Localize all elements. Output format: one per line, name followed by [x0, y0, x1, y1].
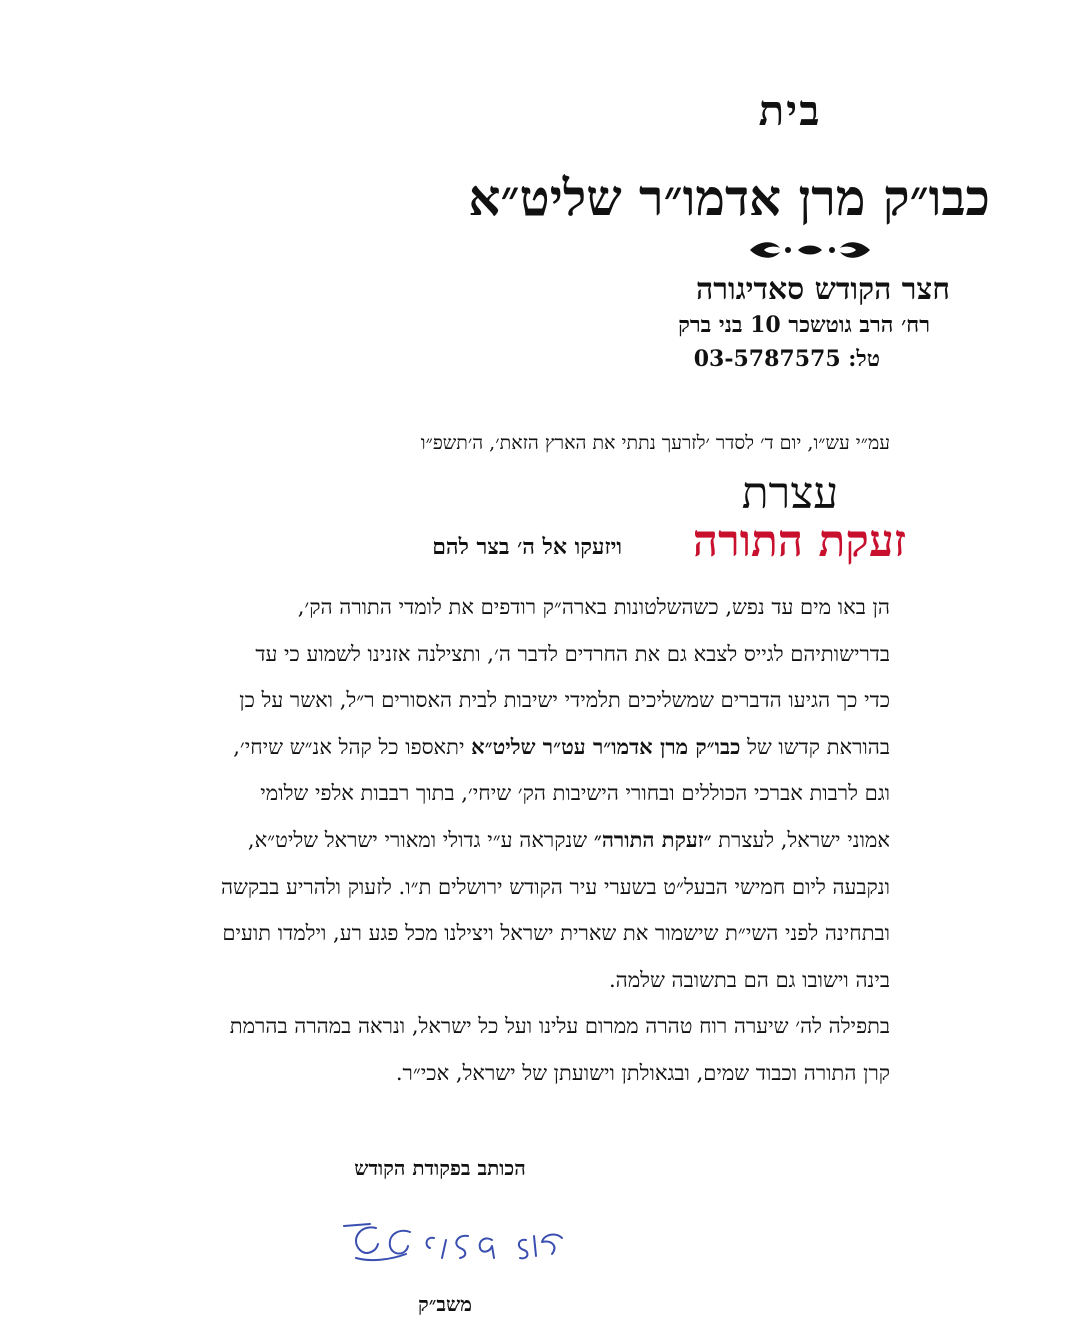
letterhead-beit: בית	[758, 86, 822, 135]
body-line: קרן התורה וכבוד שמים, ובגאולתן וישועתן של ישראל, אכי״ר.	[395, 1060, 890, 1085]
body-line: ונקבעה ליום חמישי הבעל״ט בשערי עיר הקודש ירושלים ת״ו. לזעוק ולהריע בבקשה	[220, 874, 890, 899]
body-line: הן באו מים עד נפש, כשהשלטונות בארה״ק רודפים את לומדי התורה הק׳,	[297, 595, 890, 619]
body-text: אמוני ישראל, לעצרת	[711, 827, 890, 852]
body-line: בינה וישובו גם הם בתשובה שלמה.	[608, 967, 890, 992]
body-text: בהוראת קדשו של	[740, 734, 890, 759]
body-line: בתפילה לה׳ שיערה רוח טהרה ממרום עלינו ועל כל ישראל, ונראה במהרה בהרמת	[229, 1014, 890, 1039]
body-bold-title: כבו״ק מרן אדמו״ר עט״ר שליט״א	[471, 733, 741, 759]
headline-verse: ויזעקו אל ה׳ בצר להם	[432, 534, 622, 560]
body-line: בדרישותיהם לגייס לצבא גם את החרדים לדבר ה׳, ותצילנה אזנינו לשמוע כי עד	[255, 641, 890, 666]
body-line: ובתחינה לפני השי״ת שישמור את שארית ישראל ויצילנו מכל פגע רע, וילמדו תועים	[222, 921, 890, 946]
body-line: כדי כך הגיעו הדברים שמשליכים תלמידי ישיבות לבית האסורים ר״ל, ואשר על כן	[239, 688, 890, 713]
body-text: שנקראה ע״י גדולי ומאורי ישראל שליט״א,	[247, 827, 594, 852]
body-text: יתאספו כל קהל אנ״ש שיחי׳,	[233, 734, 472, 759]
letterhead-court: חצר הקודש סאדיגורה	[696, 272, 950, 307]
body-line	[20, 817, 890, 864]
body-bold-event: ״זעקת התורה״	[593, 826, 712, 852]
body-line: וגם לרבות אברכי הכוללים ובחורי הישיבות הק׳ שיחי׳, בתוך רבבות אלפי שלומי	[260, 781, 890, 806]
handwritten-signature-icon	[330, 1210, 580, 1280]
headline-zaakat-hatorah: זעקת התורה	[692, 516, 906, 567]
signature-title: הכותב בפקודת הקודש	[354, 1156, 526, 1180]
signature-name: משב״ק	[418, 1292, 472, 1316]
ornament-flourish-icon	[740, 238, 880, 262]
body-line	[20, 724, 890, 771]
letterhead-phone: טל: 03-5787575	[693, 346, 880, 372]
headline-atzeret: עצרת	[741, 468, 839, 519]
letterhead-title: כבו״ק מרן אדמו״ר שליט״א	[468, 168, 990, 227]
letter-body	[20, 584, 890, 1097]
date-line: עמ״י עש״ו, יום ד׳ לסדר ׳לזרעך נתתי את הארץ הזאת׳, ה׳תשפ״ו	[420, 432, 890, 454]
letterhead-address: רח׳ הרב גוטשכר 10 בני ברק	[678, 312, 930, 338]
